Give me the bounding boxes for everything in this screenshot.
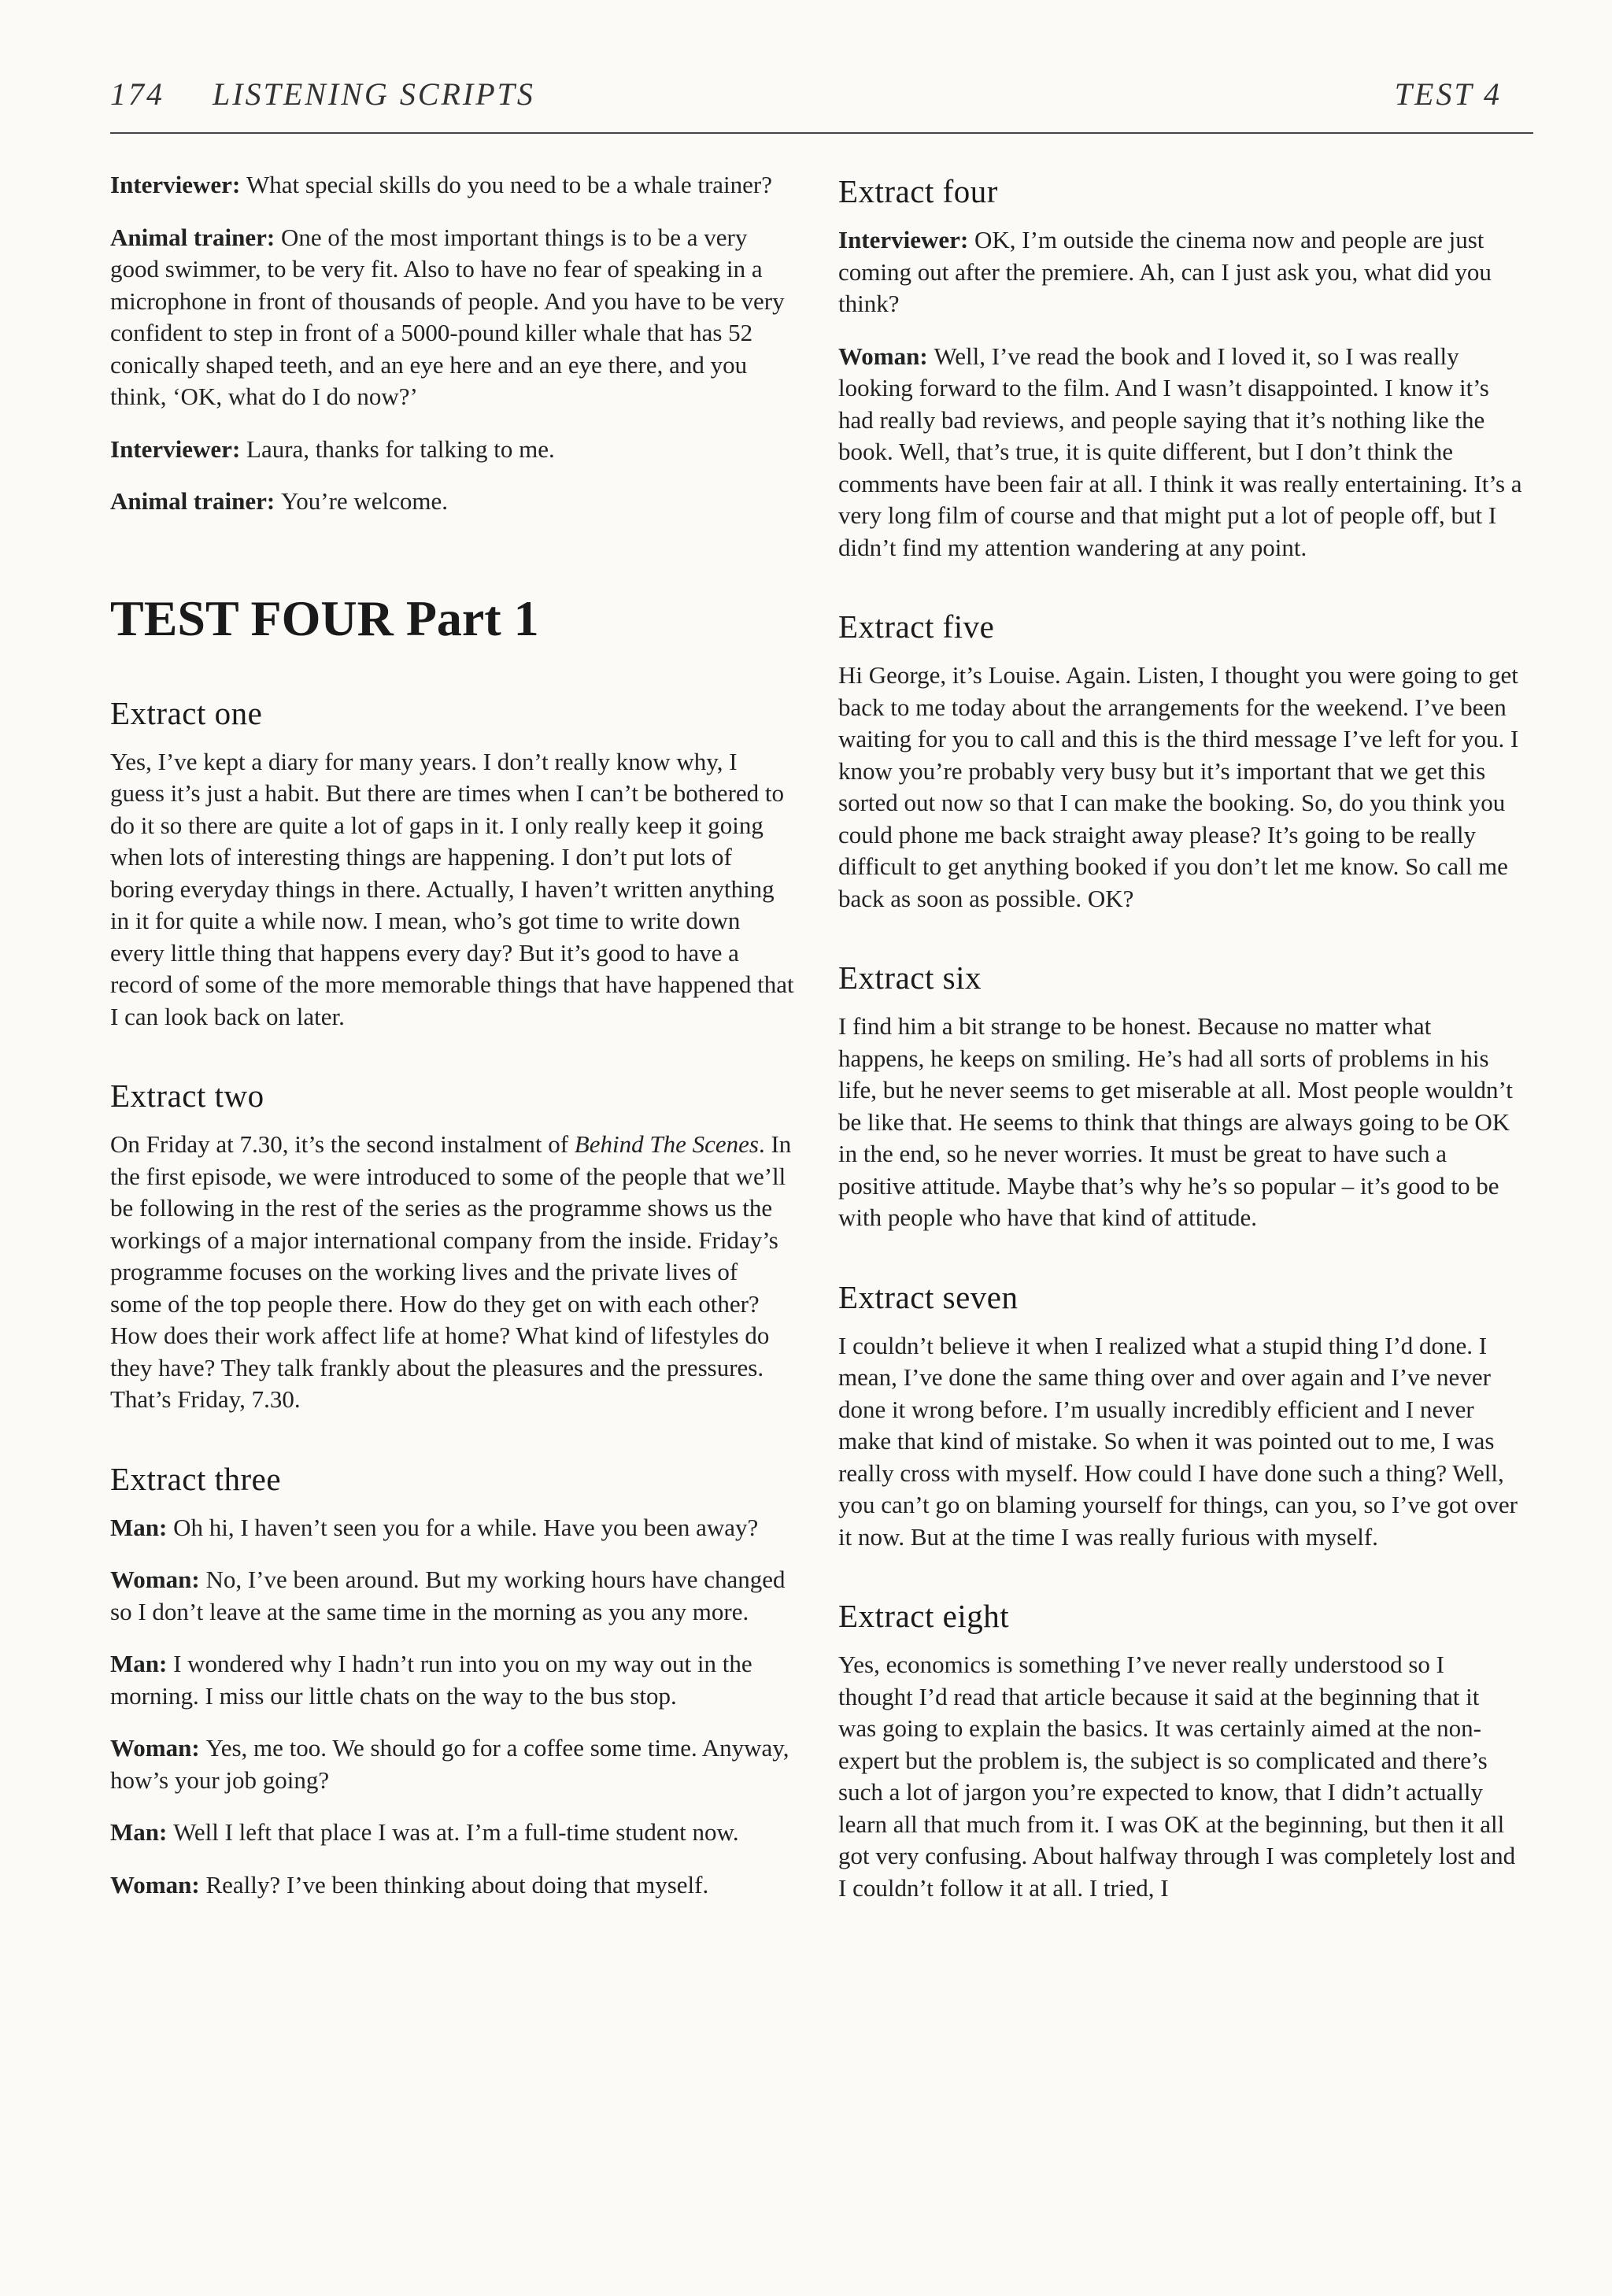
speaker: Man <box>110 1818 159 1846</box>
speaker: Animal trainer <box>110 487 267 515</box>
dialogue-line: Animal trainer: You’re welcome. <box>110 487 449 515</box>
line-text: Yes, me too. We should go for a coffee some time. Anyway, how’s your job going? <box>110 1734 789 1794</box>
line-text: No, I’ve been around. But my working hours have changed so I don’t leave at the same time in the morning as you any more. <box>110 1566 786 1625</box>
dialogue-line: Man: Oh hi, I haven’t seen you for a while. Have you been away? <box>110 1513 759 1541</box>
speaker: Interviewer <box>110 171 232 198</box>
dialogue-line: Interviewer: OK, I’m outside the cinema now and people are just coming out after the premiere. Ah, can I just ask you, what did you think? <box>838 226 1492 317</box>
extract-heading: Extract one <box>110 694 263 731</box>
page-number: 174 <box>110 76 165 112</box>
speaker: Animal trainer <box>110 223 267 251</box>
line-text: I wondered why I hadn’t run into you on my way out in the morning. I miss our little chats on the way to the bus stop. <box>110 1650 752 1710</box>
extract-heading: Extract six <box>838 959 982 996</box>
dialogue-line: Interviewer: What special skills do you need to be a whale trainer? <box>110 171 772 198</box>
running-head <box>110 76 1533 123</box>
left-column <box>110 169 795 1921</box>
speaker: Man <box>110 1513 159 1541</box>
line-text: What special skills do you need to be a whale trainer? <box>246 171 772 198</box>
extract-text: Yes, I’ve kept a diary for many years. I don’t really know why, I guess it’s just a habit. But there are times when I can’t be bothered to do it so there are quite a lot of gaps in it. I only really keep it going when lots of interesting things are happening. I don’t put lots of boring everyday things in there. Actually, I haven’t written anything in it for quite a while now. I mean, who’s got time to write down every little thing that happens every day? But it’s good to have a record of some of the more memorable things that have happened that I can look back on later. <box>110 747 794 1030</box>
line-text: Well, I’ve read the book and I loved it, so I was really looking forward to the film. And I wasn’t disappointed. I know it’s had really bad reviews, and people saying that it’s nothing like the book. Well, that’s true, it is quite different, but I don’t think the comments have been fair at all. I think it was really entertaining. It’s a very long film of course and that might put a lot of people off, but I didn’t find my attention wandering at any point. <box>838 342 1522 561</box>
header-rule <box>110 132 1533 134</box>
extract-heading: Extract eight <box>838 1598 1010 1634</box>
extract-heading: Extract two <box>110 1078 264 1114</box>
dialogue-line: Woman: Well, I’ve read the book and I loved it, so I was really looking forward to the film. And I wasn’t disappointed. I know it’s had really bad reviews, and people saying that it’s nothing like the book. Well, that’s true, it is quite different, but I don’t think the comments have been fair at all. I think it was really entertaining. It’s a very long film of course and that might put a lot of people off, but I didn’t find my attention wandering at any point. <box>838 342 1522 561</box>
dialogue-line: Man: Well I left that place I was at. I’m a full-time student now. <box>110 1818 739 1846</box>
extract-text: I find him a bit strange to be honest. Because no matter what happens, he keeps on smiling. He’s had all sorts of problems in his life, but he never seems to get miserable at all. Most people wouldn’t be like that. He seems to think that things are always going to be OK in the end, so he never worries. It must be great to have such a positive attitude. Maybe that’s why he’s so popular – it’s good to be with people who have that kind of attitude. <box>838 1012 1513 1231</box>
section-heading: TEST FOUR Part 1 <box>110 590 539 646</box>
dialogue-line: Interviewer: Laura, thanks for talking to me. <box>110 434 555 463</box>
speaker: Man <box>110 1650 159 1677</box>
speaker: Interviewer <box>838 226 960 253</box>
extract-heading: Extract four <box>838 173 998 209</box>
section-title: LISTENING SCRIPTS <box>213 76 535 112</box>
dialogue-line: Woman: Really? I’ve been thinking about doing that myself. <box>110 1870 709 1899</box>
text-segment: On Friday at 7.30, it’s the second instalment of <box>110 1130 575 1158</box>
dialogue-line: Animal trainer: One of the most important things is to be a very good swimmer, to be very fit. Also to have no fear of speaking in a microphone in front of thousands of people. And you have to be very confident to step in front of a 5000-pound killer whale that has 52 conically shaped teeth, and an eye here and an eye there, and you think, ‘OK, what do I do now?’ <box>110 223 785 410</box>
line-text: OK, I’m outside the cinema now and people are just coming out after the premiere. Ah, can I just ask you, what did you think? <box>838 226 1492 317</box>
line-text: One of the most important things is to be a very good swimmer, to be very fit. Also to have no fear of speaking in a microphone in front of thousands of people. And you have to be very confident to step in front of a 5000-pound killer whale that has 52 conically shaped teeth, and an eye here and an eye there, and you think, ‘OK, what do I do now?’ <box>110 223 785 410</box>
extract-heading: Extract five <box>838 608 995 645</box>
speaker: Woman <box>838 342 920 370</box>
line-text: Really? I’ve been thinking about doing that myself. <box>205 1870 709 1899</box>
line-text: Laura, thanks for talking to me. <box>246 434 555 463</box>
extract-text: Yes, economics is something I’ve never really understood so I thought I’d read that article because it said at the beginning that it was going to explain the basics. It was certainly aimed at the non-expert but the problem is, the subject is so complicated and there’s such a lot of jargon you’re expected to know, that I didn’t actually learn all that much from it. I was OK at the beginning, but then it all got very confusing. About halfway through I was completely lost and I couldn’t follow it at all. I tried, I <box>838 1651 1516 1902</box>
text-segment: . In the first episode, we were introduced to some of the people that we’ll be following in the rest of the series as the programme shows us the workings of a major international company from the inside. Friday’s programme focuses on the working lives and the private lives of some of the top people there. How do they get on with each other? How does their work affect life at home? What kind of lifestyles do they have? They talk frankly about the pleasures and the pressures. That’s Friday, 7.30. <box>110 1130 792 1413</box>
line-text: Well I left that place I was at. I’m a full-time student now. <box>173 1818 739 1846</box>
right-column <box>838 169 1523 1924</box>
speaker: Woman <box>110 1870 192 1899</box>
extract-text: I couldn’t believe it when I realized what a stupid thing I’d done. I mean, I’ve done the same thing over and over again and I’ve never done it wrong before. I’m usually incredibly efficient and I never make that kind of mistake. So when it was pointed out to me, I was really cross with myself. How could I have done such a thing? Well, you can’t go on blaming yourself for things, can you, so I’ve got over it now. But at the time I was really furious with myself. <box>838 1331 1518 1551</box>
speaker: Interviewer <box>110 434 232 463</box>
dialogue-line: Woman: No, I’ve been around. But my working hours have changed so I don’t leave at the same time in the morning as you any more. <box>110 1566 786 1625</box>
extract-heading: Extract three <box>110 1460 282 1497</box>
extract-text: Hi George, it’s Louise. Again. Listen, I thought you were going to get back to me today about the arrangements for the weekend. I’ve been waiting for you to call and this is the third message I’ve left for you. I know you’re probably very busy but it’s important that we get this sorted out now so that I can make the booking. So, do you think you could phone me back straight away please? It’s going to be really difficult to get anything booked if you don’t let me know. So call me back as soon as possible. OK? <box>838 661 1519 912</box>
line-text: Oh hi, I haven’t seen you for a while. Have you been away? <box>173 1513 759 1541</box>
speaker: Woman <box>110 1734 192 1762</box>
extract-heading: Extract seven <box>838 1278 1019 1315</box>
line-text: You’re welcome. <box>280 487 449 515</box>
dialogue-line: Woman: Yes, me too. We should go for a coffee some time. Anyway, how’s your job going? <box>110 1734 789 1794</box>
speaker: Woman <box>110 1566 192 1593</box>
programme-title: Behind The Scenes <box>574 1130 759 1158</box>
dialogue-line: Man: I wondered why I hadn’t run into you on my way out in the morning. I miss our little chats on the way to the bus stop. <box>110 1650 752 1710</box>
test-label: TEST 4 <box>1394 76 1502 112</box>
extract-text <box>110 1129 795 1416</box>
